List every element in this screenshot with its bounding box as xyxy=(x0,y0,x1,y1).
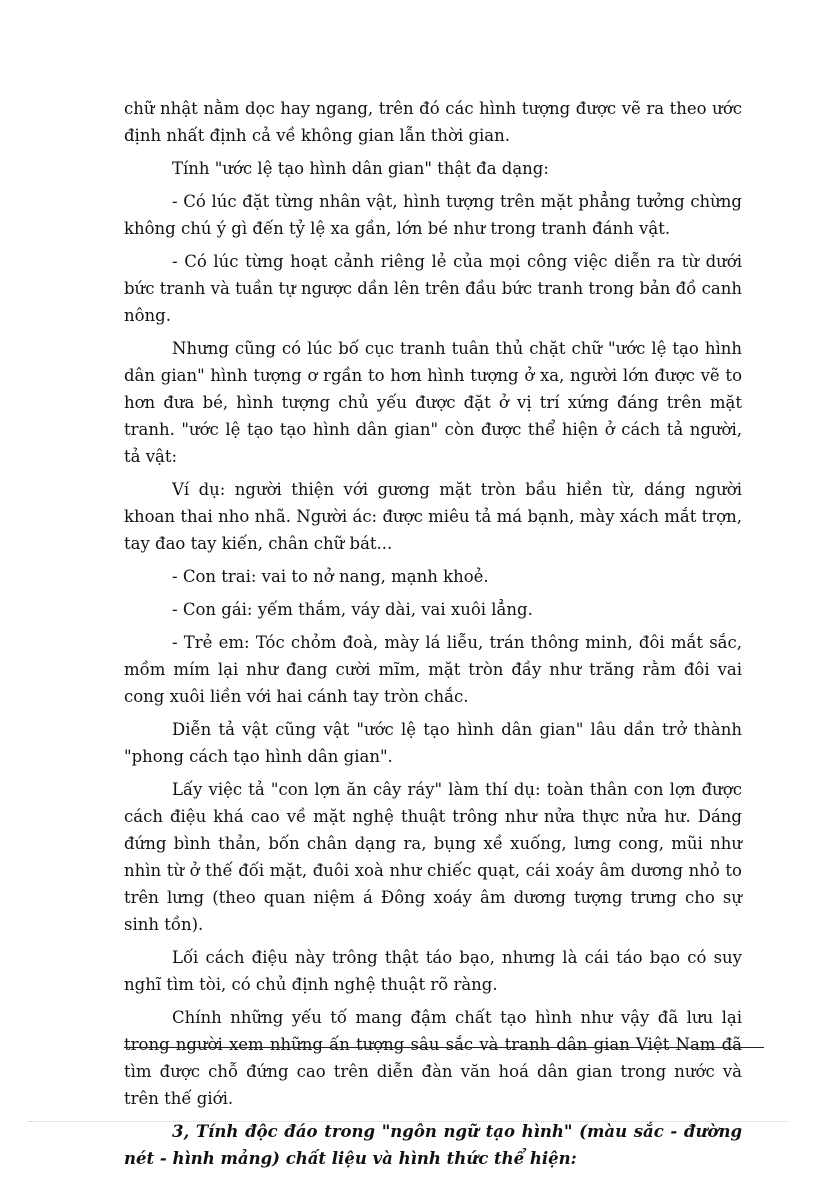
document-body xyxy=(124,95,742,1178)
paragraph: chữ nhật nằm dọc hay ngang, trên đó các hình tượng được vẽ ra theo ước định nhất định cả về không gian lẫn thời gian. xyxy=(124,99,742,145)
paragraph: Chính những yếu tố mang đậm chất tạo hình như vậy đã lưu lại trong người xem những ấn tượng sâu sắc và tranh dân gian Việt Nam đã tìm được chỗ đứng cao trên diễn đàn văn hoá dân gian trong nước và trên thế giới. xyxy=(124,1008,742,1108)
list-item: - Con trai: vai to nở nang, mạnh khoẻ. xyxy=(172,567,489,586)
paragraph: Tính "ước lệ tạo hình dân gian" thật đa dạng: xyxy=(172,159,549,178)
paragraph: Ví dụ: người thiện với gương mặt tròn bầu hiền từ, dáng người khoan thai nho nhã. Người ác: được miêu tả má bạnh, mày xách mắt trợn, tay đao tay kiến, chân chữ bát... xyxy=(124,480,742,553)
footer-divider xyxy=(124,1047,764,1048)
page-bottom-edge xyxy=(28,1121,788,1122)
list-item: - Con gái: yếm thắm, váy dài, vai xuôi lẳng. xyxy=(172,600,533,619)
list-item: - Trẻ em: Tóc chỏm đoà, mày lá liễu, trán thông minh, đôi mắt sắc, mồm mím lại như đang cười mĩm, mặt tròn đầy như trăng rằm đôi vai cong xuôi liền với hai cánh tay tròn chắc. xyxy=(124,633,742,706)
paragraph: Nhưng cũng có lúc bố cục tranh tuân thủ chặt chữ "ước lệ tạo hình dân gian" hình tượng ơ rgần to hơn hình tượng ở xa, người lớn được vẽ to hơn đưa bé, hình tượng chủ yếu được đặt ở vị trí xứng đáng trên mặt tranh. "ước lệ tạo tạo hình dân gian" còn được thể hiện ở cách tả người, tả vật: xyxy=(124,339,742,466)
list-item: - Có lúc đặt từng nhân vật, hình tượng trên mặt phẳng tưởng chừng không chú ý gì đến tỷ lệ xa gần, lớn bé như trong tranh đánh vật. xyxy=(124,192,742,238)
paragraph: Lối cách điệu này trông thật táo bạo, nhưng là cái táo bạo có suy nghĩ tìm tòi, có chủ định nghệ thuật rõ ràng. xyxy=(124,948,742,994)
list-item: - Có lúc từng hoạt cảnh riêng lẻ của mọi công việc diễn ra từ dưới bức tranh và tuần tự ngược dần lên trên đầu bức tranh trong bản đồ canh nông. xyxy=(124,252,742,325)
paragraph: Diễn tả vật cũng vật "ước lệ tạo hình dân gian" lâu dần trở thành "phong cách tạo hình dân gian". xyxy=(124,720,742,766)
paragraph: Lấy việc tả "con lợn ăn cây ráy" làm thí dụ: toàn thân con lợn được cách điệu khá cao về mặt nghệ thuật trông như nửa thực nửa hư. Dáng đứng bình thản, bốn chân dạng ra, bụng xề xuống, lưng cong, mũi như nhìn từ ở thế đối mặt, đuôi xoà như chiếc quạt, cái xoáy âm dương nhỏ to trên lưng (theo quan niệm á Đông xoáy âm dương tượng trưng cho sự sinh tồn). xyxy=(124,780,742,934)
section-heading: 3, Tính độc đáo trong "ngôn ngữ tạo hình" (màu sắc - đường nét - hình mảng) chất liệu và hình thức thể hiện: xyxy=(124,1122,742,1168)
